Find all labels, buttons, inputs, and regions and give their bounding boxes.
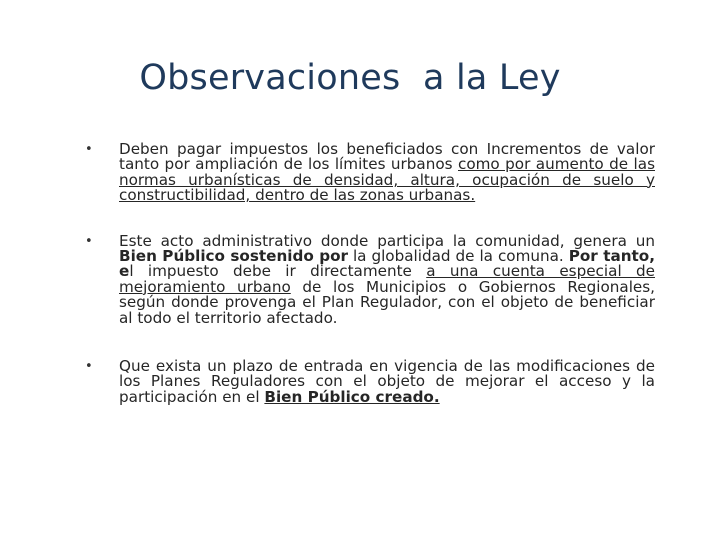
bullet-marker: • xyxy=(85,233,93,249)
bullet-text-segment: Deben pagar impuestos los beneficiados con Incrementos de valor tanto por ampliación de los límites urbanos xyxy=(119,140,655,174)
bullet-text-segment: Bien Público creado. xyxy=(264,387,440,406)
bullet-text-segment: la globalidad de la comuna. xyxy=(348,247,569,266)
bullet-text-segment: a una cuenta especial de mejoramiento urbano xyxy=(119,262,655,296)
bullet-text xyxy=(119,357,655,406)
bullet-list xyxy=(80,142,655,435)
bullet-text xyxy=(119,232,655,327)
bullet-marker: • xyxy=(85,142,93,157)
bullet-item xyxy=(80,142,655,204)
bullet-text-segment: l impuesto debe ir directamente xyxy=(129,262,427,281)
bullet-text-segment: Bien Público sostenido por xyxy=(119,247,348,266)
bullet-text-segment: de los Municipios o Gobiernos Regionales, según donde provenga el Plan Regulador, con el objeto de beneficiar al todo el territorio afectado. xyxy=(119,277,655,327)
bullet-text xyxy=(119,140,655,204)
bullet-text-segment: como por aumento de las normas urbanísticas de densidad, altura, ocupación de suelo y constructibilidad, dentro de las zonas urbanas. xyxy=(119,155,655,205)
bullet-text-segment: Por tanto, e xyxy=(119,247,655,281)
bullet-text-segment: Este acto administrativo donde participa la comunidad, genera un xyxy=(119,231,655,250)
slide-title: Observaciones a la Ley xyxy=(139,58,561,98)
bullet-item xyxy=(80,359,655,405)
bullet-item xyxy=(80,231,655,327)
bullet-text-segment: Que exista un plazo de entrada en vigencia de las modificaciones de los Planes Reguladores con el objeto de mejorar el acceso y la participación en el xyxy=(119,357,655,406)
bullet-marker: • xyxy=(85,359,93,375)
